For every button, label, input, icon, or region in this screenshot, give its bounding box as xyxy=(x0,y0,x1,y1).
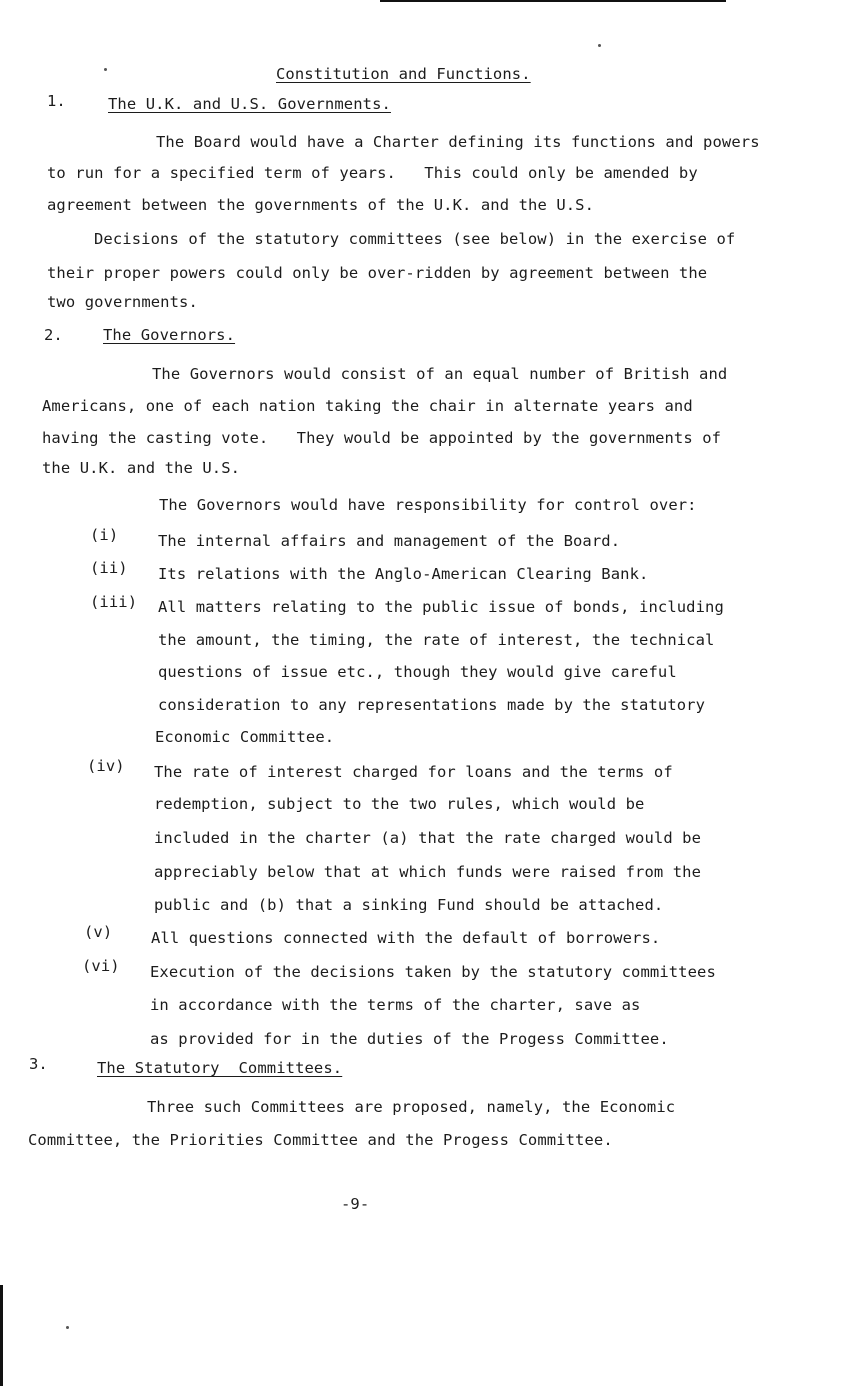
list-item-line: Its relations with the Anglo-American Clearing Bank. xyxy=(158,565,649,583)
list-item-line: questions of issue etc., though they would give careful xyxy=(158,663,677,681)
list-item-line: redemption, subject to the two rules, which would be xyxy=(154,795,645,813)
paragraph-line: the U.K. and the U.S. xyxy=(42,459,241,477)
left-edge-mark xyxy=(0,1285,3,1386)
list-item-line: public and (b) that a sinking Fund should be attached. xyxy=(154,896,664,914)
list-item-line: included in the charter (a) that the rate charged would be xyxy=(154,829,702,847)
list-item-line: Execution of the decisions taken by the statutory committees xyxy=(150,963,716,981)
speck xyxy=(66,1326,69,1329)
section-title: The Statutory Committees. xyxy=(97,1059,343,1077)
paragraph-line: The Governors would consist of an equal number of British and xyxy=(152,365,728,383)
page-number: -9- xyxy=(341,1195,370,1213)
section-title: The U.K. and U.S. Governments. xyxy=(108,95,391,113)
section-number: 2. xyxy=(44,326,63,344)
section-title: The Governors. xyxy=(103,326,236,344)
list-item-line: in accordance with the terms of the charter, save as xyxy=(150,996,641,1014)
section-number: 1. xyxy=(47,92,66,110)
paragraph-line: The Governors would have responsibility for control over: xyxy=(159,496,697,514)
section-number: 3. xyxy=(29,1055,48,1073)
paragraph-line: Three such Committees are proposed, namely, the Economic xyxy=(147,1098,676,1116)
list-item-line: Economic Committee. xyxy=(155,728,335,746)
list-marker: (i) xyxy=(90,526,119,544)
top-edge-rule xyxy=(380,0,726,2)
document-heading: Constitution and Functions. xyxy=(276,65,531,83)
list-item-line: appreciably below that at which funds were raised from the xyxy=(154,863,702,881)
list-item-line: All matters relating to the public issue of bonds, including xyxy=(158,598,724,616)
list-item-line: All questions connected with the default of borrowers. xyxy=(151,929,661,947)
list-marker: (v) xyxy=(84,923,113,941)
speck xyxy=(598,44,601,47)
list-item-line: consideration to any representations made by the statutory xyxy=(158,696,706,714)
paragraph-line: to run for a specified term of years. This could only be amended by xyxy=(47,164,698,182)
list-item-line: the amount, the timing, the rate of interest, the technical xyxy=(158,631,715,649)
paragraph-line: two governments. xyxy=(47,293,198,311)
list-item-line: The rate of interest charged for loans and the terms of xyxy=(154,763,673,781)
speck xyxy=(104,68,107,71)
list-marker: (vi) xyxy=(82,957,120,975)
paragraph-line: Decisions of the statutory committees (see below) in the exercise of xyxy=(94,230,736,248)
list-marker: (iii) xyxy=(90,593,138,611)
paragraph-line: having the casting vote. They would be appointed by the governments of xyxy=(42,429,722,447)
paragraph-line: The Board would have a Charter defining its functions and powers xyxy=(156,133,760,151)
list-item-line: as provided for in the duties of the Progess Committee. xyxy=(150,1030,669,1048)
list-item-line: The internal affairs and management of the Board. xyxy=(158,532,621,550)
list-marker: (ii) xyxy=(90,559,128,577)
paragraph-line: Americans, one of each nation taking the chair in alternate years and xyxy=(42,397,693,415)
paragraph-line: Committee, the Priorities Committee and the Progess Committee. xyxy=(28,1131,613,1149)
list-marker: (iv) xyxy=(87,757,125,775)
paragraph-line: their proper powers could only be over-ridden by agreement between the xyxy=(47,264,708,282)
paragraph-line: agreement between the governments of the U.K. and the U.S. xyxy=(47,196,595,214)
